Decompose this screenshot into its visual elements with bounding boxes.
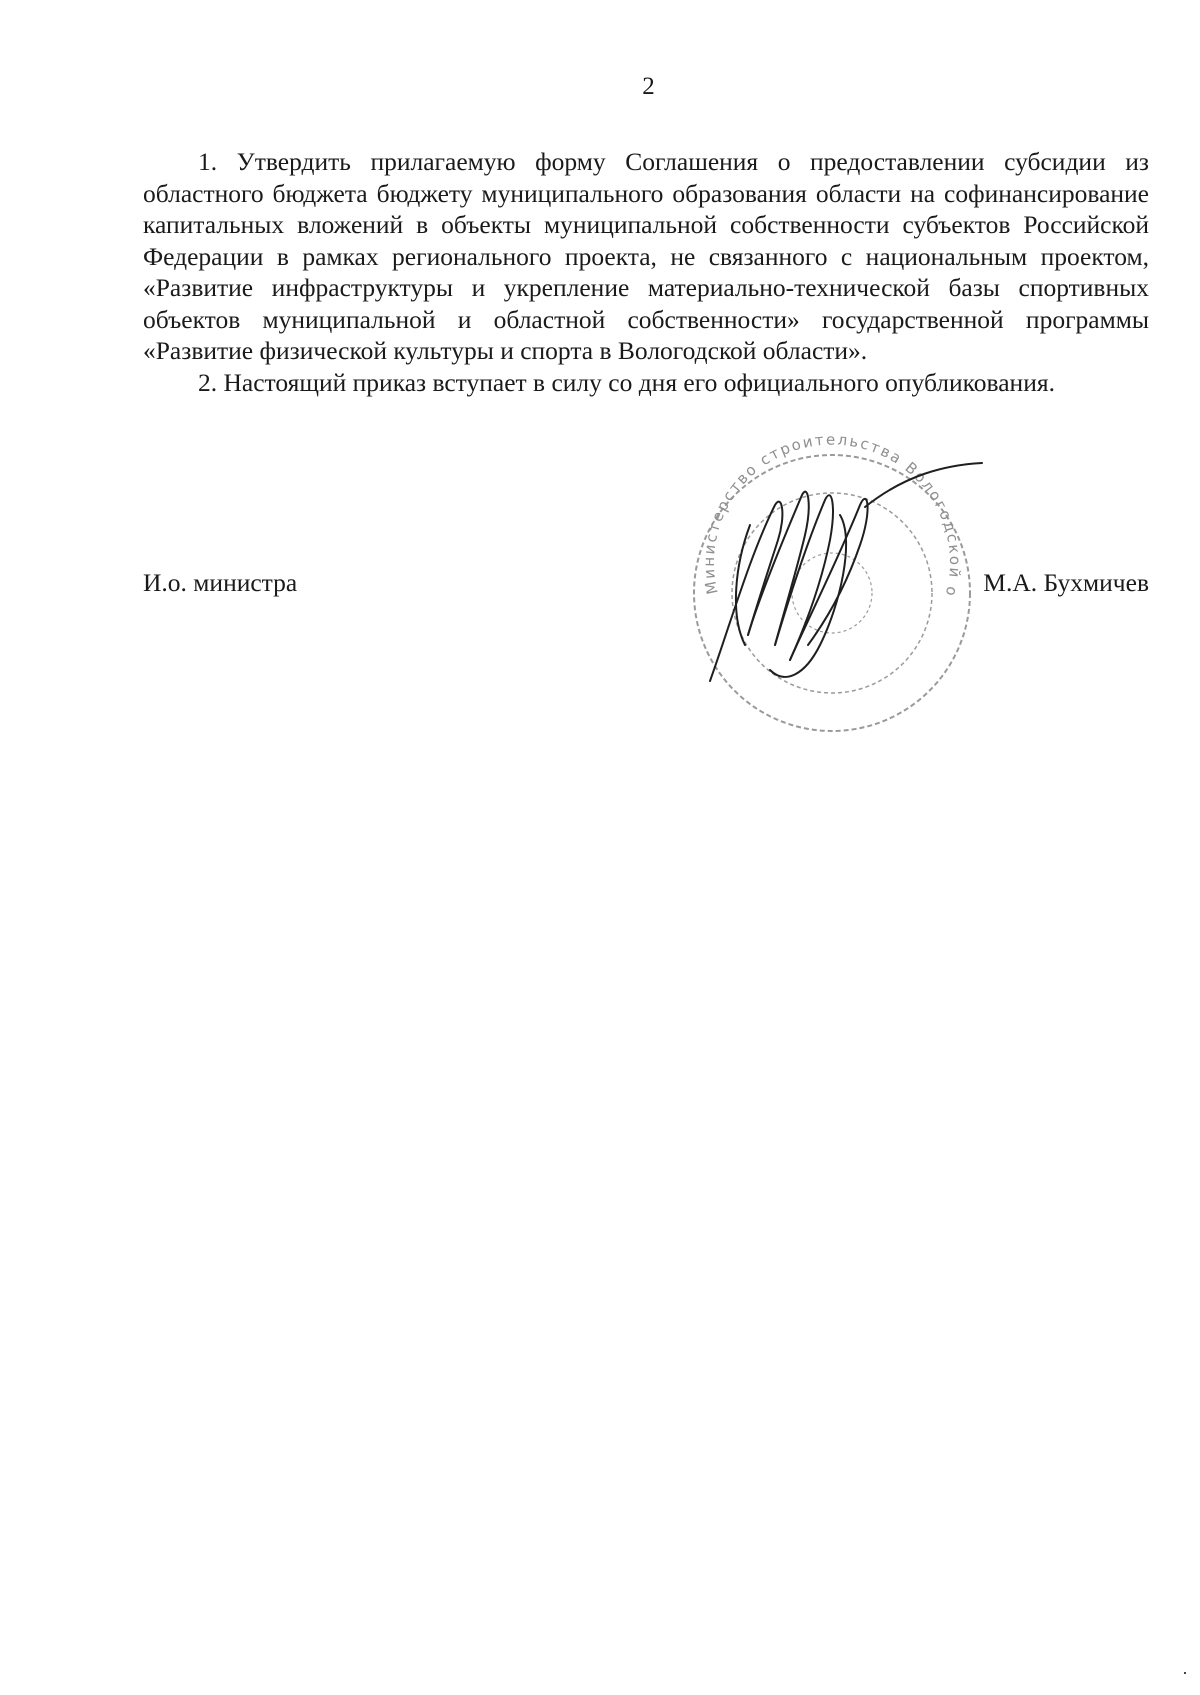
signer-title: И.о. министра xyxy=(143,568,298,597)
page-number: 2 xyxy=(642,73,655,100)
paragraph-2: 2. Настоящий приказ вступает в силу со дня его официального опубликования. xyxy=(198,367,1055,397)
signature-block xyxy=(143,566,1149,606)
paragraph-1: 1. Утвердить прилагаемую форму Соглашения о предоставлении субсидии из областного бюджета бюджету муниципального образования области на софинансирование капитальных вложений в объекты муниципальной собственности субъектов Российской Федерации в рамках регионального проекта, не связанного с национальным проектом, «Развитие инфраструктуры и укрепление материально-технической базы спортивных объектов муниципальной и областной собственности» государственной программы «Развитие физической культуры и спорта в Вологодской области». xyxy=(143,147,1149,365)
stamp-text: Министерство строительства Вологодской области ИНН 3525 КПП 3525 xyxy=(683,430,965,600)
signer-name: М.А. Бухмичев xyxy=(983,568,1149,597)
document-body xyxy=(143,146,1149,398)
scan-speck xyxy=(1184,1672,1186,1674)
